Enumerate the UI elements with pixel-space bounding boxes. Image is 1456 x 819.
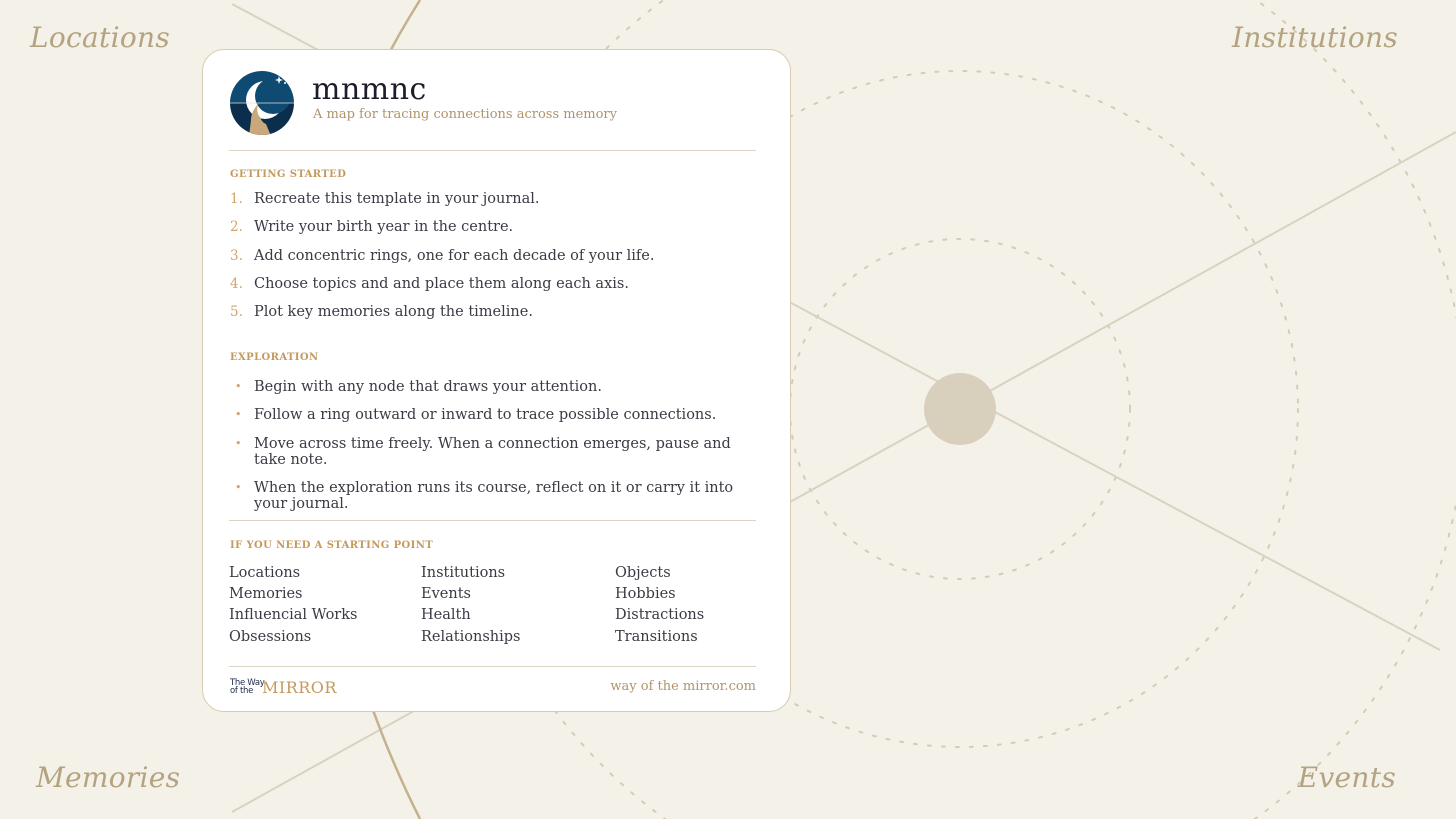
brand-logo[interactable]: [230, 678, 337, 698]
topics-column: [615, 563, 704, 648]
divider: [229, 666, 756, 667]
getting-started-list: [230, 191, 760, 332]
list-item-text: Plot key memories along the timeline.: [254, 304, 533, 321]
list-item: [230, 436, 760, 468]
list-item-text: Write your birth year in the centre.: [254, 219, 514, 236]
topic-item: Obsessions: [229, 628, 312, 645]
topic-item: Transitions: [615, 628, 698, 645]
topics-column: [421, 563, 520, 648]
brand-logo-line: of the: [230, 686, 254, 696]
list-item: [230, 480, 760, 512]
list-marker: 5.: [230, 304, 243, 321]
bullet-icon: •: [235, 436, 242, 450]
list-item-text: Choose topics and and place them along each axis.: [254, 275, 629, 292]
list-item: [230, 248, 760, 264]
list-marker: 1.: [230, 191, 243, 207]
bullet-icon: •: [235, 408, 242, 422]
list-item: [230, 379, 760, 395]
list-item-text: When the exploration runs its course, reflect on it or carry it into your journal.: [254, 479, 734, 512]
list-item: [230, 191, 760, 207]
list-item: [230, 304, 760, 320]
website-link[interactable]: way of the mirror.com: [610, 679, 756, 694]
app-subtitle: A map for tracing connections across memory: [313, 107, 617, 122]
brand-logo-wordmark: MIRROR: [262, 678, 337, 697]
list-item-text: Add concentric rings, one for each decade of your life.: [254, 247, 655, 264]
center-node[interactable]: [924, 373, 996, 445]
brand-logo-prefix: [230, 679, 265, 695]
topic-item: Institutions: [421, 565, 506, 581]
topic-item: Relationships: [421, 628, 521, 645]
corner-label-top-right: Institutions: [1231, 21, 1398, 54]
list-marker: 4.: [230, 275, 243, 292]
topic-item: Distractions: [615, 607, 705, 624]
topic-item: Health: [421, 607, 471, 624]
topic-item: Events: [421, 586, 471, 603]
list-item-text: Move across time freely. When a connection emerges, pause and take note.: [254, 435, 731, 468]
topic-item: Influencial Works: [229, 607, 358, 624]
bullet-icon: •: [235, 480, 242, 494]
divider: [229, 150, 756, 151]
topic-item: Memories: [229, 586, 303, 603]
list-item: [230, 276, 760, 292]
instructions-card: [202, 49, 791, 712]
list-marker: 2.: [230, 219, 243, 236]
divider: [229, 520, 756, 521]
getting-started-heading: GETTING STARTED: [230, 169, 347, 180]
bullet-icon: •: [235, 380, 242, 393]
list-item-text: Follow a ring outward or inward to trace possible connections.: [254, 407, 717, 424]
corner-label-bottom-left: Memories: [36, 761, 181, 794]
corner-label-top-left: Locations: [30, 21, 170, 54]
corner-label-bottom-right: Events: [1297, 761, 1396, 794]
topics-column: [229, 563, 357, 648]
list-item-text: Recreate this template in your journal.: [254, 191, 540, 207]
starting-point-heading: IF YOU NEED A STARTING POINT: [230, 540, 434, 551]
list-marker: 3.: [230, 247, 243, 264]
topic-item: Hobbies: [615, 586, 676, 603]
list-item: [230, 219, 760, 235]
exploration-list: [230, 379, 760, 524]
exploration-heading: EXPLORATION: [230, 352, 319, 363]
topic-item: Locations: [229, 565, 301, 581]
list-item: [230, 407, 760, 423]
moon-face-logo-icon: [229, 70, 295, 136]
app-title: mnmnc: [312, 72, 427, 107]
topic-item: Objects: [615, 565, 671, 581]
brand-logo-line: The Way: [230, 678, 265, 688]
list-item-text: Begin with any node that draws your attention.: [254, 379, 602, 395]
